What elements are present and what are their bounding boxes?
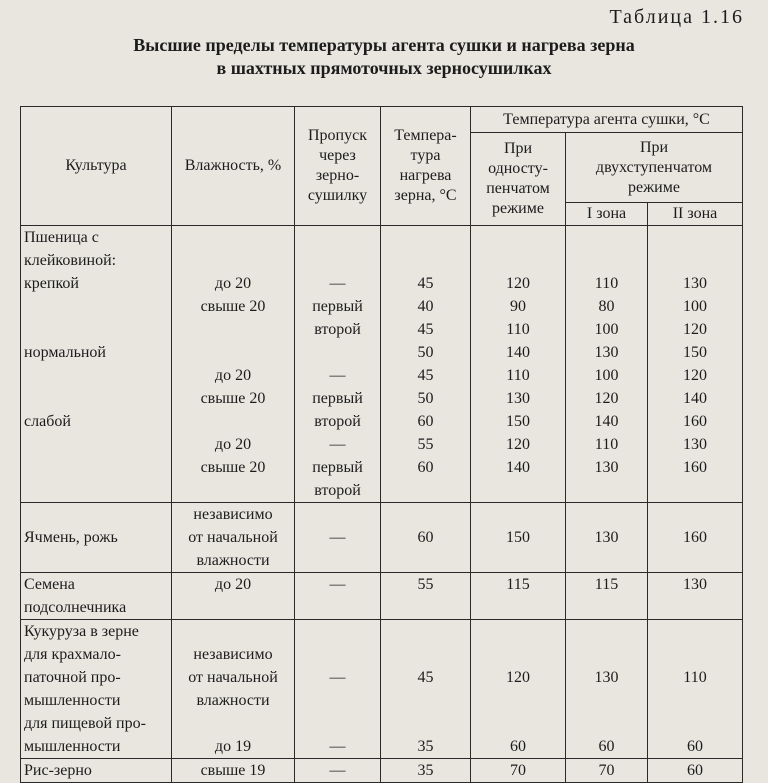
cell-line: нормальной [24, 344, 106, 361]
cell-line [381, 226, 470, 249]
cell-grain-temp [381, 573, 471, 620]
cell-line [172, 249, 294, 272]
cell-line: 90 [510, 298, 526, 315]
cell-line: — [329, 529, 346, 546]
cell-line [24, 456, 171, 479]
cell-line: до 20 [214, 275, 252, 292]
cell-line: 120 [506, 436, 530, 453]
cell-line: 130 [594, 529, 619, 546]
cell-line [471, 596, 565, 619]
cell-single [471, 620, 566, 759]
cell-line [24, 364, 171, 387]
cell-line: 100 [683, 298, 707, 315]
cell-line: 100 [594, 321, 619, 338]
cell-line: 40 [417, 298, 434, 315]
cell-zone2 [648, 759, 743, 783]
cell-line: 100 [594, 367, 619, 384]
cell-line: 55 [417, 436, 434, 453]
cell-line: 110 [594, 436, 619, 453]
cell-line: 120 [506, 275, 530, 292]
cell-line [295, 226, 380, 249]
cell-line [381, 643, 470, 666]
cell-line: слабой [24, 413, 71, 430]
table-row [21, 573, 743, 620]
cell-humidity [172, 573, 295, 620]
cell-zone1 [566, 226, 648, 503]
cell-line: свыше 19 [200, 762, 266, 779]
cell-line [648, 503, 742, 526]
cell-line: 160 [683, 413, 707, 430]
cell-single [471, 503, 566, 573]
cell-grain-temp [381, 503, 471, 573]
header-two-stage-line: двухступенчатом [595, 158, 713, 176]
cell-culture [21, 573, 172, 620]
header-humidity: Влажность, % [172, 107, 295, 226]
header-two-stage-line: режиме [628, 178, 680, 196]
cell-line: — [329, 576, 346, 593]
cell-line: клейковиной: [24, 252, 117, 269]
cell-humidity [172, 620, 295, 759]
header-grain-temp-line: Темпера- [394, 127, 457, 144]
cell-zone2 [648, 620, 743, 759]
cell-line: от начальной [188, 669, 278, 686]
cell-line: 130 [683, 576, 707, 593]
cell-line [471, 712, 565, 735]
cell-line: Ячмень, рожь [24, 529, 118, 546]
cell-humidity [172, 503, 295, 573]
header-single-line: односту- [488, 160, 548, 177]
cell-line: 140 [506, 459, 530, 476]
cell-pass [295, 503, 381, 573]
title-line: Высшие пределы температуры агента сушки и нагрева зерна [133, 35, 635, 55]
cell-line: 130 [683, 436, 707, 453]
cell-line [471, 249, 565, 272]
cell-line: 60 [687, 762, 703, 779]
cell-line [295, 341, 380, 364]
table-title [0, 34, 768, 80]
cell-grain-temp [381, 759, 471, 783]
cell-line: 130 [594, 344, 619, 361]
cell-line: 35 [417, 762, 434, 779]
table-body [21, 226, 743, 783]
cell-line: 150 [683, 344, 707, 361]
cell-line: паточной про- [24, 669, 121, 686]
cell-line [648, 226, 742, 249]
cell-line [648, 712, 742, 735]
cell-line: первый [312, 459, 363, 476]
cell-line: — [329, 367, 346, 384]
cell-line [471, 226, 565, 249]
cell-line [648, 596, 742, 619]
cell-line [648, 643, 742, 666]
cell-line: 130 [683, 275, 707, 292]
cell-line: 110 [506, 321, 530, 338]
cell-line [381, 689, 470, 712]
cell-line: — [329, 275, 346, 292]
cell-line [381, 712, 470, 735]
cell-line: свыше 20 [200, 298, 266, 315]
cell-line [566, 620, 647, 643]
cell-line [295, 249, 380, 272]
cell-line: 120 [683, 367, 707, 384]
cell-zone1 [566, 573, 648, 620]
cell-line [295, 689, 380, 712]
cell-pass [295, 759, 381, 783]
cell-line: Кукуруза в зерне [24, 623, 139, 640]
cell-line: 45 [417, 669, 434, 686]
cell-line: 60 [510, 738, 526, 755]
header-zone-1: I зона [566, 203, 648, 226]
cell-line: Рис-зерно [24, 762, 92, 779]
cell-line [648, 689, 742, 712]
cell-line [566, 549, 647, 572]
header-pass [295, 107, 381, 226]
cell-line: второй [314, 482, 361, 499]
header-grain-temp-line: тура [410, 147, 441, 164]
cell-line: первый [312, 390, 363, 407]
cell-line: свыше 20 [200, 459, 266, 476]
cell-humidity [172, 226, 295, 503]
cell-line [566, 689, 647, 712]
cell-culture [21, 503, 172, 573]
cell-line: 115 [594, 576, 619, 593]
cell-pass [295, 573, 381, 620]
cell-culture [21, 759, 172, 783]
cell-line: независимо [193, 506, 273, 523]
cell-line: подсолнечника [24, 599, 127, 616]
cell-line: второй [314, 413, 361, 430]
cell-line [24, 549, 171, 572]
header-grain-temp-line: нагрева [399, 167, 452, 184]
cell-line [24, 295, 171, 318]
cell-line: — [329, 669, 346, 686]
cell-single [471, 226, 566, 503]
cell-line: 160 [683, 459, 707, 476]
cell-line [566, 249, 647, 272]
cell-line [172, 596, 294, 619]
cell-line [172, 410, 294, 433]
cell-humidity [172, 759, 295, 783]
cell-line [295, 549, 380, 572]
cell-line: мышленности [24, 692, 121, 709]
cell-line: до 19 [214, 738, 252, 755]
cell-zone1 [566, 759, 648, 783]
cell-line: 130 [506, 390, 530, 407]
cell-line: для пищевой про- [24, 715, 146, 732]
cell-line [172, 341, 294, 364]
cell-line [648, 249, 742, 272]
cell-line: 80 [598, 298, 615, 315]
cell-line: 140 [683, 390, 707, 407]
cell-line [295, 503, 380, 526]
cell-line: Семена [24, 576, 75, 593]
cell-line: 45 [417, 321, 434, 338]
cell-line: 110 [506, 367, 530, 384]
cell-line: 115 [506, 576, 530, 593]
cell-line: 120 [506, 669, 530, 686]
cell-pass [295, 226, 381, 503]
header-single-line: При [503, 140, 533, 157]
header-single-line: режиме [492, 200, 544, 217]
header-pass-line: Пропуск [308, 127, 367, 144]
cell-line: Пшеница с [24, 229, 99, 246]
cell-line: второй [314, 321, 361, 338]
cell-single [471, 573, 566, 620]
cell-line: 130 [594, 669, 619, 686]
cell-grain-temp [381, 620, 471, 759]
cell-line [566, 712, 647, 735]
cell-line: 50 [417, 390, 434, 407]
header-agent-temp: Температура агента сушки, °С [471, 107, 743, 133]
cell-line [566, 503, 647, 526]
cell-line: 150 [506, 413, 530, 430]
cell-line: 160 [683, 529, 707, 546]
cell-line [381, 596, 470, 619]
cell-line: 60 [687, 738, 703, 755]
cell-line: 55 [417, 576, 434, 593]
cell-line: 150 [506, 529, 530, 546]
header-single-stage [471, 133, 566, 226]
cell-line: 70 [510, 762, 526, 779]
cell-line [172, 226, 294, 249]
cell-line: мышленности [24, 738, 121, 755]
header-grain-temp [381, 107, 471, 226]
cell-line: — [329, 762, 346, 779]
cell-line: свыше 20 [200, 390, 266, 407]
cell-line: влажности [196, 552, 270, 569]
cell-zone2 [648, 226, 743, 503]
cell-line: 110 [683, 669, 707, 686]
cell-line [24, 318, 171, 341]
cell-line [566, 643, 647, 666]
cell-zone2 [648, 503, 743, 573]
header-pass-line: сушилку [307, 187, 368, 204]
cell-line [471, 643, 565, 666]
cell-line [381, 549, 470, 572]
cell-line: крепкой [24, 275, 79, 292]
cell-line [172, 712, 294, 735]
cell-line [24, 503, 171, 526]
cell-line [471, 503, 565, 526]
cell-line: до 20 [214, 576, 252, 593]
cell-line [648, 620, 742, 643]
cell-line: 45 [417, 275, 434, 292]
cell-grain-temp [381, 226, 471, 503]
cell-culture [21, 226, 172, 503]
cell-line [295, 620, 380, 643]
cell-line: 60 [417, 459, 434, 476]
cell-line [471, 549, 565, 572]
cell-line: — [329, 738, 346, 755]
cell-line [295, 596, 380, 619]
table-row [21, 503, 743, 573]
cell-culture [21, 620, 172, 759]
cell-line: для крахмало- [24, 646, 121, 663]
table-number: Таблица 1.16 [609, 6, 744, 28]
cell-line: 70 [598, 762, 615, 779]
header-two-stage-line: При [639, 138, 669, 156]
header-single-line: пенчатом [486, 180, 550, 197]
cell-pass [295, 620, 381, 759]
header-zone-2: II зона [648, 203, 743, 226]
header-grain-temp-line: зерна, °С [394, 187, 457, 204]
cell-line [566, 596, 647, 619]
table-row [21, 226, 743, 503]
cell-single [471, 759, 566, 783]
cell-line [471, 620, 565, 643]
cell-zone1 [566, 503, 648, 573]
cell-line [172, 318, 294, 341]
cell-line: 60 [417, 413, 434, 430]
cell-line: 50 [417, 344, 434, 361]
cell-line: до 20 [214, 367, 252, 384]
cell-line: 140 [594, 413, 619, 430]
table-row [21, 620, 743, 759]
cell-line: 120 [594, 390, 619, 407]
cell-line [648, 549, 742, 572]
cell-line: 60 [598, 738, 615, 755]
cell-line [471, 689, 565, 712]
cell-line [381, 249, 470, 272]
cell-line: 120 [683, 321, 707, 338]
cell-line [381, 620, 470, 643]
table-row [21, 759, 743, 783]
header-pass-line: зерно- [315, 167, 360, 184]
cell-line: первый [312, 298, 363, 315]
cell-line: 140 [506, 344, 530, 361]
cell-line [295, 643, 380, 666]
cell-line [24, 433, 171, 456]
header-two-stage [566, 133, 743, 203]
cell-line: 35 [417, 738, 434, 755]
cell-line: влажности [196, 692, 270, 709]
cell-line [24, 387, 171, 410]
header-culture: Культура [21, 107, 172, 226]
drying-temperature-table [20, 106, 743, 783]
cell-zone1 [566, 620, 648, 759]
cell-line [566, 226, 647, 249]
cell-zone2 [648, 573, 743, 620]
header-pass-line: через [319, 147, 356, 164]
title-line: в шахтных прямоточных зерносушилках [216, 58, 552, 78]
cell-line: независимо [193, 646, 273, 663]
cell-line: до 20 [214, 436, 252, 453]
cell-line: — [329, 436, 346, 453]
cell-line [172, 620, 294, 643]
cell-line: 110 [594, 275, 619, 292]
cell-line: от начальной [188, 529, 278, 546]
cell-line [381, 503, 470, 526]
cell-line: 60 [417, 529, 434, 546]
cell-line [295, 712, 380, 735]
cell-line: 130 [594, 459, 619, 476]
cell-line: 45 [417, 367, 434, 384]
